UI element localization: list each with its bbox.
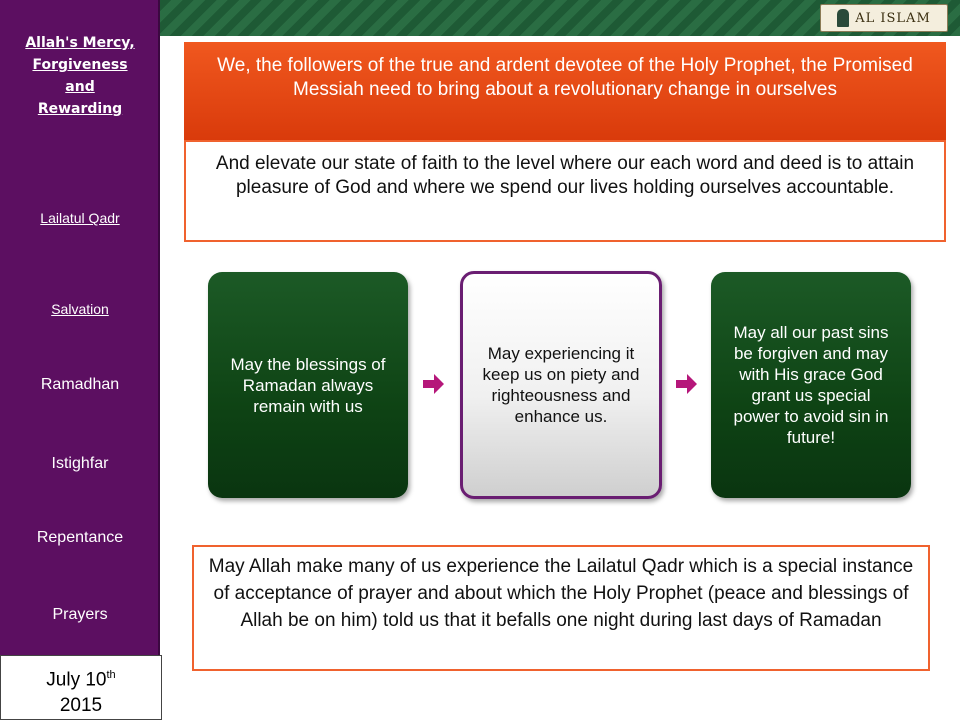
arrow-right-icon: [676, 373, 698, 395]
al-islam-logo[interactable]: [820, 4, 948, 32]
process-step-3: [711, 272, 911, 498]
subtext-box: And elevate our state of faith to the level where our each word and deed is to attain pleasure of God and where we spend our lives holding ourselves accountable.: [184, 140, 946, 242]
process-step-text: May experiencing it keep us on piety and righteousness and enhance us.: [482, 344, 640, 426]
date-box: [0, 655, 162, 720]
process-step-text: May the blessings of Ramadan always remain with us: [230, 354, 386, 416]
sidebar-item-istighfar[interactable]: Istighfar: [51, 455, 109, 472]
date-month-day: July 10: [46, 669, 107, 691]
headline-box: We, the followers of the true and ardent devotee of the Holy Prophet, the Promised Messiah need to bring about a revolutionary change in ourselves: [184, 42, 946, 145]
top-banner: [160, 0, 960, 36]
sidebar-item-salvation[interactable]: Salvation: [51, 301, 109, 317]
sidebar-title: [0, 32, 160, 120]
arrow-right-icon: [423, 373, 445, 395]
process-step-2: [460, 271, 662, 499]
date-suffix: th: [106, 669, 116, 681]
process-step-1: [208, 272, 408, 498]
date-year: 2015: [59, 695, 103, 717]
bottom-text-box: May Allah make many of us experience the Lailatul Qadr which is a special instance of acceptance of prayer and about which the Holy Prophet (peace and blessings of Allah be on him) told us that it befalls one night during last days of Ramadan: [192, 545, 930, 671]
sidebar-item-prayers[interactable]: Prayers: [52, 606, 108, 623]
sidebar-title-line: and: [65, 79, 95, 95]
logo-text: AL ISLAM: [855, 10, 931, 26]
sidebar-item-ramadhan[interactable]: Ramadhan: [40, 376, 120, 393]
sidebar-title-line: Forgiveness: [32, 57, 128, 73]
date-line: [1, 662, 161, 693]
sidebar-title-line: Allah's Mercy,: [25, 35, 135, 51]
process-step-text: May all our past sins be forgiven and may with His grace God grant us special power to avoid sin in future!: [733, 323, 889, 447]
sidebar-title-line: Rewarding: [37, 101, 123, 117]
sidebar-item-lailatul-qadr[interactable]: Lailatul Qadr: [40, 210, 120, 226]
minaret-icon: [837, 9, 849, 27]
sidebar: [0, 0, 160, 655]
sidebar-item-repentance[interactable]: Repentance: [36, 529, 124, 546]
